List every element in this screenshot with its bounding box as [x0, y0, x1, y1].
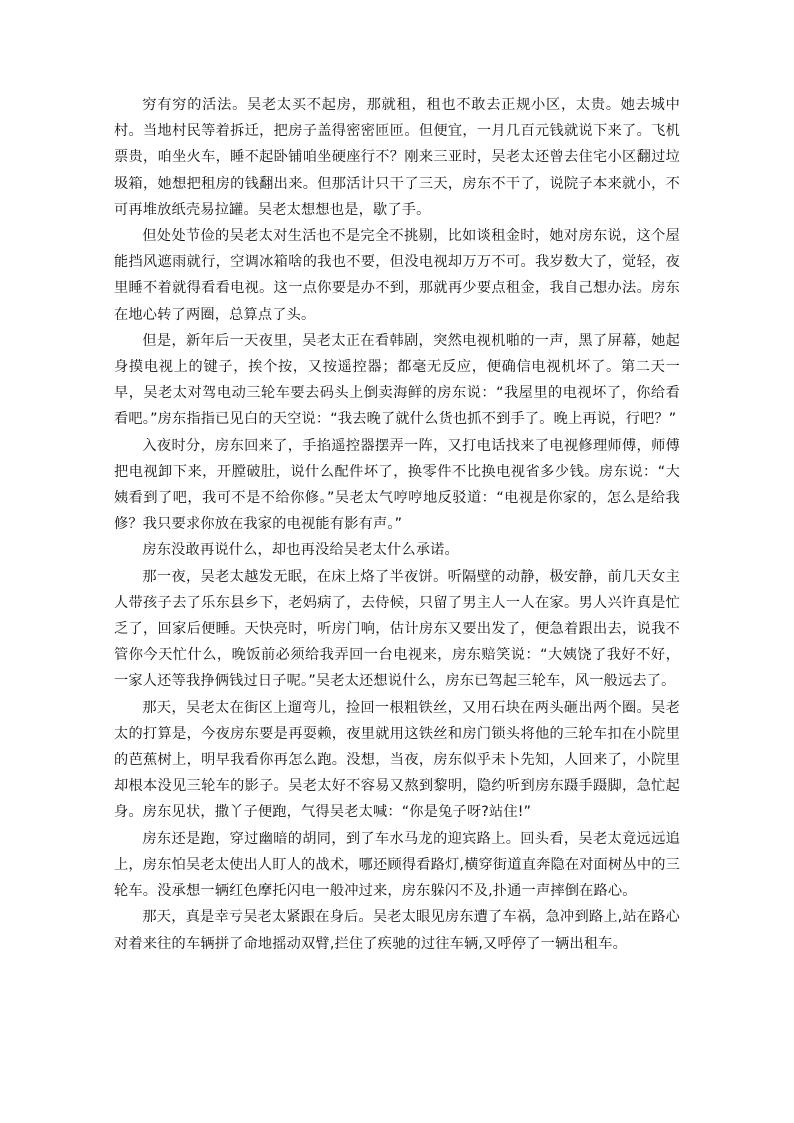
paragraph: 穷有穷的活法。吴老太买不起房，那就租，租也不敢去正规小区，太贵。她去城中村。当地村民等着拆迁，把房子盖得密密匝匝。但便宜，一月几百元钱就说下来了。飞机票贵，咱坐火车，睡不起卧铺咱坐硬座行不？刚来三亚时，吴老太还曾去住宅小区翻过垃圾箱，她想把租房的钱翻出来。但那活计只干了三天，房东不干了，说院子本来就小，不可再堆放纸壳易拉罐。吴老太想想也是，歇了手。	[114, 97, 680, 218]
paragraph: 房东还是跑，穿过幽暗的胡同，到了车水马龙的迎宾路上。回头看，吴老太竟远远追上，房东怕吴老太使出人盯人的战术，哪还顾得看路灯,横穿街道直奔隐在对面树丛中的三轮车。没承想一辆红色摩托闪电一般冲过来，房东躲闪不及,扑通一声摔倒在路心。	[114, 830, 680, 900]
document-page	[114, 92, 680, 957]
paragraph: 那一夜，吴老太越发无眠，在床上烙了半夜饼。听隔壁的动静，极安静，前几天女主人带孩子去了乐东县乡下，老妈病了，去侍候，只留了男主人一人在家。男人兴许真是忙乏了，回家后便睡。天快亮时，听房门响，估计房东又要出发了，便急着跟出去，说我不管你今天忙什么，晚饭前必须给我弄回一台电视来，房东赔笑说：“大姨饶了我好不好，一家人还等我挣俩钱过日子呢。”吴老太还想说什么，房东已驾起三轮车，风一般远去了。	[114, 568, 680, 690]
paragraph: 那天，吴老太在街区上遛弯儿，捡回一根粗铁丝，又用石块在两头砸出两个圈。吴老太的打算是，今夜房东要是再耍赖，夜里就用这铁丝和房门锁头将他的三轮车扣在小院里的芭蕉树上，明早我看你再怎么跑。没想，当夜，房东似乎未卜先知，人回来了，小院里却根本没见三轮车的影子。吴老太好不容易又熬到黎明，隐约听到房东蹑手蹑脚，急忙起身。房东见状，撒丫子便跑，气得吴老太喊：“你是兔子呀?站住!”	[114, 699, 680, 821]
paragraph: 房东没敢再说什么，却也再没给吴老太什么承诺。	[142, 542, 459, 559]
paragraph: 但处处节俭的吴老太对生活也不是完全不挑剔，比如谈租金时，她对房东说，这个屋能挡风遮雨就行，空调冰箱啥的我也不要，但没电视却万万不可。我岁数大了，觉轻，夜里睡不着就得看看电视。这一点你要是办不到，那就再少要点租金，我自己想办法。房东在地心转了两圈，总算点了头。	[114, 228, 680, 323]
paragraph: 但是，新年后一天夜里，吴老太正在看韩剧，突然电视机啪的一声，黑了屏幕，她起身摸电视上的键子，挨个按，又按遥控器；都毫无反应，便确信电视机坏了。第二天一早，吴老太对驾电动三轮车要去码头上倒卖海鲜的房东说：“我屋里的电视坏了，你给看看吧。”房东指指已见白的天空说：“我去晚了就什么货也抓不到手了。晚上再说，行吧？”	[114, 332, 680, 428]
paragraph: 那天，真是幸亏吴老太紧跟在身后。吴老太眼见房东遭了车祸，急冲到路上,站在路心对着来往的车辆拼了命地摇动双臂,拦住了疾驰的过往车辆,又呼停了一辆出租车。	[114, 909, 680, 952]
paragraph: 入夜时分，房东回来了，手掐遥控器摆弄一阵，又打电话找来了电视修理师傅，师傅把电视卸下来，开膛破肚，说什么配件坏了，换零件不比换电视省多少钱。房东说：“大姨看到了吧，我可不是不给你修。”吴老太气哼哼地反驳道：“电视是你家的，怎么是给我修？我只要求你放在我家的电视能有影有声。”	[114, 437, 680, 533]
